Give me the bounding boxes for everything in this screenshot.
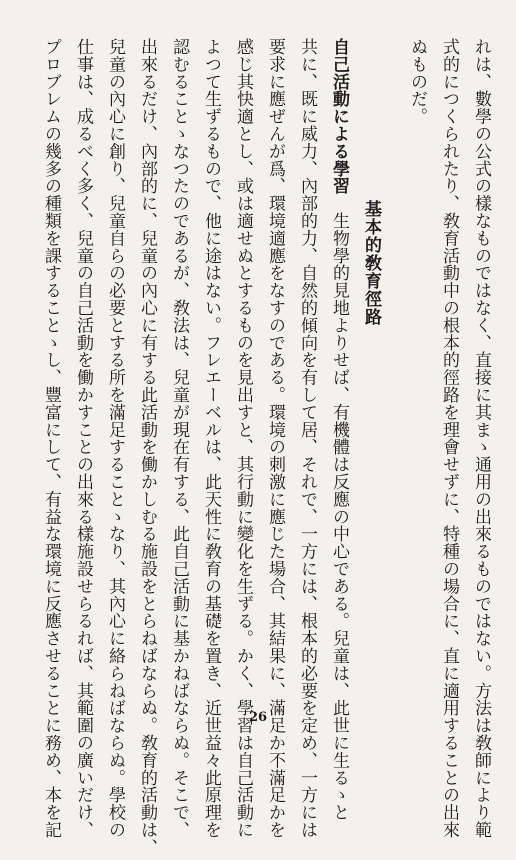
text-column: 認むることゝなつたのであるが、敎法は、兒童が現在有する、此自己活動に基かねばならぬ。そこで、: [169, 38, 189, 839]
text-column: 自己活動による學習 生物學的見地よりせば、有機體は反應の中心である。兒童は、此世に生るゝと: [329, 38, 349, 822]
text-column: 共に、既に威力、內部的力、自然的傾向を有して居、それで、一方には、根本的必要を定め、一方には: [297, 38, 317, 839]
text-column: 感じ其快適とし、或は適せぬとするものを見出すと、其行動に變化を生ずる。かく、學習は自己活動に: [233, 38, 253, 839]
text-column: ぬものだ。: [407, 38, 427, 125]
text-column: プロブレムの幾多の種類を課することゝし、豐富にして、有益な環境に反應させることに務め、本を記: [41, 38, 61, 839]
text-column: 仕事は、成るべく多く、兒童の自己活動を働かすことの出來る樣施設せらるれば、其範圍の廣いだけ、: [73, 38, 93, 839]
text-column: よつて生ずるもので、他に途はない。フレエーベルは、此天性に敎育の基礎を置き、近世益々此原理を: [201, 38, 221, 839]
subheading: 自己活動による學習: [329, 38, 349, 195]
section-heading: 基本的敎育徑路: [361, 200, 381, 326]
text-column: 出來るだけ、內部的に、兒童の內心に有する此活動を働かしむる施設をとらねばならぬ。敎育的活動は、: [137, 38, 157, 856]
text-column: れは、數學の公式の樣なものではなく、直接に其まゝ通用の出來るものではない。方法は敎師により範: [471, 38, 491, 839]
page-number: 26: [248, 710, 268, 725]
text-column: 兒童の內心に創り、兒童自らの必要とする所を滿足することゝなり、其內心に絡らねばならぬ。學校の: [105, 38, 125, 839]
text-column: 要求に應ぜんが爲、環境適應をなすのである。環境の刺激に應じた場合、其結果に、滿足か不滿足かを: [265, 38, 285, 839]
text-column: 式的につくられたり、敎育活動中の根本的徑路を理會せずに、特種の場合に、直に適用することの出來: [439, 38, 459, 839]
